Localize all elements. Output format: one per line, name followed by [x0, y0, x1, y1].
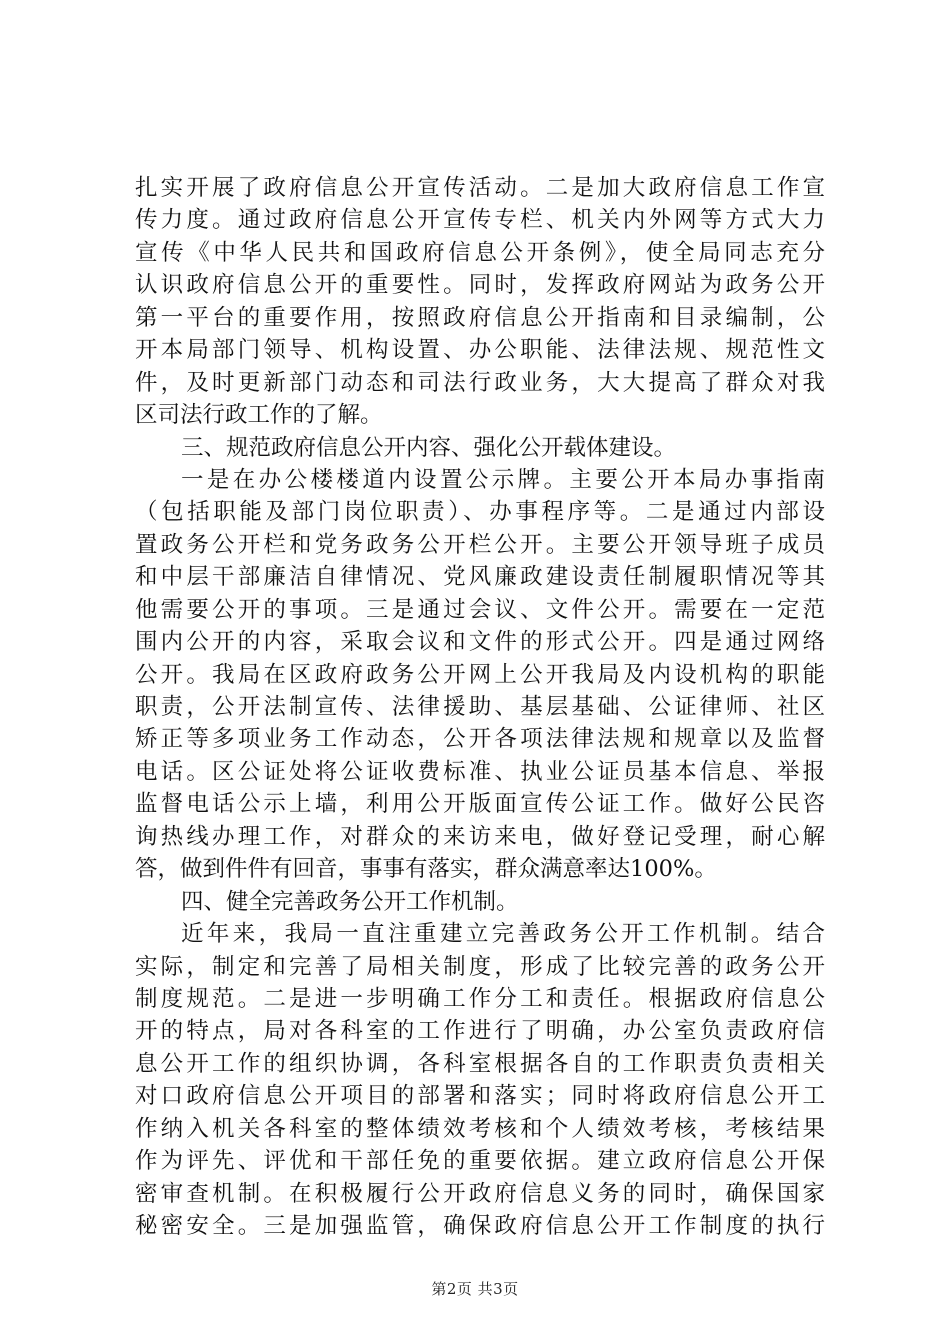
text-line: 矫正等多项业务工作动态，公开各项法律法规和规章以及监督 — [135, 726, 825, 753]
text-line: 和中层干部廉洁自律情况、党风廉政建设责任制履职情况等其 — [135, 564, 825, 591]
text-line: 四、健全完善政务公开工作机制。 — [181, 888, 519, 915]
text-line: 置政务公开栏和党务政务公开栏公开。主要公开领导班子成员 — [135, 531, 825, 558]
text-line: 他需要公开的事项。三是通过会议、文件公开。需要在一定范 — [135, 596, 825, 623]
text-line: 职责，公开法制宣传、法律援助、基层基础、公证律师、社区 — [135, 694, 825, 720]
document-body — [135, 172, 825, 1242]
text-line: 答，做到件件有回音，事事有落实，群众满意率达100%。 — [135, 856, 717, 883]
text-line: 围内公开的内容，采取会议和文件的形式公开。四是通过网络 — [135, 629, 825, 656]
text-line: 宣传《中华人民共和国政府信息公开条例》，使全局同志充分 — [135, 239, 825, 266]
text-line: 询热线办理工作，对群众的来访来电，做好登记受理，耐心解 — [135, 823, 825, 850]
text-line: （包括职能及部门岗位职责）、办事程序等。二是通过内部设 — [135, 499, 825, 526]
text-line: 开的特点，局对各科室的工作进行了明确，办公室负责政府信 — [135, 1018, 825, 1045]
text-line: 区司法行政工作的了解。 — [135, 402, 383, 429]
text-line: 扎实开展了政府信息公开宣传活动。二是加大政府信息工作宣 — [135, 175, 825, 201]
text-line: 电话。区公证处将公证收费标准、执业公证员基本信息、举报 — [135, 758, 825, 785]
text-line: 实际，制定和完善了局相关制度，形成了比较完善的政务公开 — [135, 953, 825, 980]
text-line: 认识政府信息公开的重要性。同时，发挥政府网站为政务公开 — [135, 272, 825, 299]
text-line: 监督电话公示上墙，利用公开版面宣传公证工作。做好公民咨 — [135, 791, 825, 818]
text-line: 开本局部门领导、机构设置、办公职能、法律法规、规范性文 — [135, 337, 825, 364]
text-line: 密审查机制。在积极履行公开政府信息义务的同时，确保国家 — [135, 1180, 825, 1207]
text-line: 件，及时更新部门动态和司法行政业务，大大提高了群众对我 — [135, 369, 825, 396]
page-footer: 第2页 共3页 — [431, 1280, 519, 1298]
text-line: 制度规范。二是进一步明确工作分工和责任。根据政府信息公 — [135, 985, 825, 1012]
text-line: 息公开工作的组织协调，各科室根据各自的工作职责负责相关 — [135, 1050, 825, 1077]
text-line: 第一平台的重要作用，按照政府信息公开指南和目录编制，公 — [135, 304, 825, 331]
text-line: 对口政府信息公开项目的部署和落实；同时将政府信息公开工 — [135, 1083, 825, 1110]
text-line: 一是在办公楼楼道内设置公示牌。主要公开本局办事指南 — [181, 466, 825, 493]
text-line: 作纳入机关各科室的整体绩效考核和个人绩效考核，考核结果 — [135, 1115, 825, 1142]
text-line: 三、规范政府信息公开内容、强化公开载体建设。 — [181, 434, 677, 461]
text-line: 作为评先、评优和干部任免的重要依据。建立政府信息公开保 — [135, 1148, 825, 1175]
text-line: 近年来，我局一直注重建立完善政务公开工作机制。结合 — [181, 921, 825, 948]
text-line: 公开。我局在区政府政务公开网上公开我局及内设机构的职能 — [135, 661, 825, 688]
text-line: 秘密安全。三是加强监管，确保政府信息公开工作制度的执行 — [135, 1213, 825, 1239]
text-line: 传力度。通过政府信息公开宣传专栏、机关内外网等方式大力 — [135, 207, 825, 234]
